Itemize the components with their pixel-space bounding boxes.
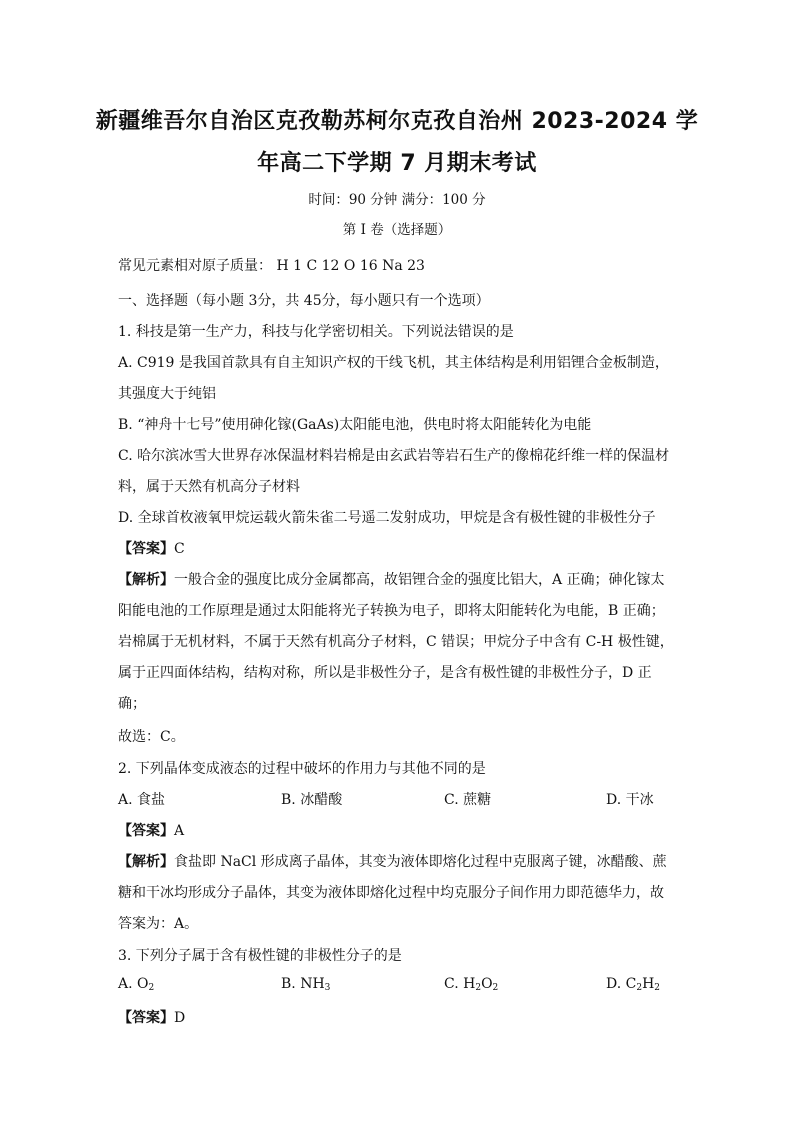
q1-option-c-line2: 料，属于天然有机高分子材料 xyxy=(118,479,300,495)
q1-analysis-line4: 属于正四面体结构，结构对称，所以是非极性分子，是含有极性键的非极性分子，D 正 xyxy=(118,665,652,681)
q1-analysis-line5: 确； xyxy=(118,696,146,712)
exam-title-line2: 年高二下学期 7 月期末考试 xyxy=(257,151,537,176)
analysis-text: 食盐即 NaCl 形成离子晶体，其变为液体即熔化过程中克服离子键，冰醋酸、蔗 xyxy=(174,854,667,870)
volume-heading: 第 I 卷（选择题） xyxy=(342,222,452,238)
atomic-mass-note: 常见元素相对原子质量： H 1 C 12 O 16 Na 23 xyxy=(118,258,425,274)
analysis-label: 【解析】 xyxy=(118,854,174,870)
q2-analysis-line1 xyxy=(118,851,667,871)
q2-option-d: D. 干冰 xyxy=(606,792,654,808)
q2-option-c: C. 蔗糖 xyxy=(444,792,492,808)
q1-option-b: B. “神舟十七号”使用砷化镓(GaAs)太阳能电池，供电时将太阳能转化为电能 xyxy=(118,417,592,433)
q2-option-b: B. 冰醋酸 xyxy=(281,792,343,808)
answer-value: A xyxy=(174,823,185,839)
q1-choose: 故选：C。 xyxy=(118,729,185,745)
q3-option-b: B. $NH_3$ xyxy=(281,976,331,993)
q1-stem: 1. 科技是第一生产力，科技与化学密切相关。下列说法错误的是 xyxy=(118,324,514,340)
q1-analysis-line2: 阳能电池的工作原理是通过太阳能将光子转换为电子，即将太阳能转化为电能，B 正确； xyxy=(118,603,665,619)
q1-option-d: D. 全球首枚液氧甲烷运载火箭朱雀二号遥二发射成功，甲烷是含有极性键的非极性分子 xyxy=(118,510,656,526)
q2-stem: 2. 下列晶体变成液态的过程中破坏的作用力与其他不同的是 xyxy=(118,761,486,777)
q2-analysis-line2: 糖和干冰均形成分子晶体，其变为液体即熔化过程中均克服分子间作用力即范德华力，故 xyxy=(118,885,664,901)
answer-label: 【答案】 xyxy=(118,1010,174,1026)
answer-label: 【答案】 xyxy=(118,541,174,557)
q1-option-c-line1: C. 哈尔滨冰雪大世界存冰保温材料岩棉是由玄武岩等岩石生产的像棉花纤维一样的保温材 xyxy=(118,448,670,464)
answer-value: D xyxy=(174,1010,186,1026)
q2-answer xyxy=(118,820,184,840)
q3-stem: 3. 下列分子属于含有极性键的非极性分子的是 xyxy=(118,948,402,964)
exam-title-line1: 新疆维吾尔自治区克孜勒苏柯尔克孜自治州 2023-2024 学 xyxy=(95,109,699,134)
answer-value: C xyxy=(174,541,185,557)
q3-option-a: A. $O_2$ xyxy=(118,976,155,993)
q1-analysis-line3: 岩棉属于无机材料，不属于天然有机高分子材料，C 错误；甲烷分子中含有 C-H 极性键， xyxy=(118,634,674,650)
exam-time-score: 时间：90 分钟 满分：100 分 xyxy=(308,192,486,208)
q2-analysis-line3: 答案为：A。 xyxy=(118,916,199,932)
q2-option-a: A. 食盐 xyxy=(118,792,166,808)
section-heading: 一、选择题（每小题 3分，共 45分，每小题只有一个选项） xyxy=(118,293,490,309)
q1-option-a-line2: 其强度大于纯铝 xyxy=(118,386,216,402)
q1-analysis-line1 xyxy=(118,569,665,589)
answer-label: 【答案】 xyxy=(118,823,174,839)
analysis-label: 【解析】 xyxy=(118,572,174,588)
q1-answer xyxy=(118,538,185,558)
q1-option-a-line1: A. C919 是我国首款具有自主知识产权的干线飞机，其主体结构是利用铝锂合金板制造， xyxy=(118,355,669,371)
analysis-text: 一般合金的强度比成分金属都高，故铝锂合金的强度比铝大，A 正确；砷化镓太 xyxy=(174,572,665,588)
q3-option-c: C. $H_2O_2$ xyxy=(444,976,499,993)
q3-answer xyxy=(118,1007,185,1027)
q3-option-d: D. $C_2H_2$ xyxy=(606,976,661,993)
